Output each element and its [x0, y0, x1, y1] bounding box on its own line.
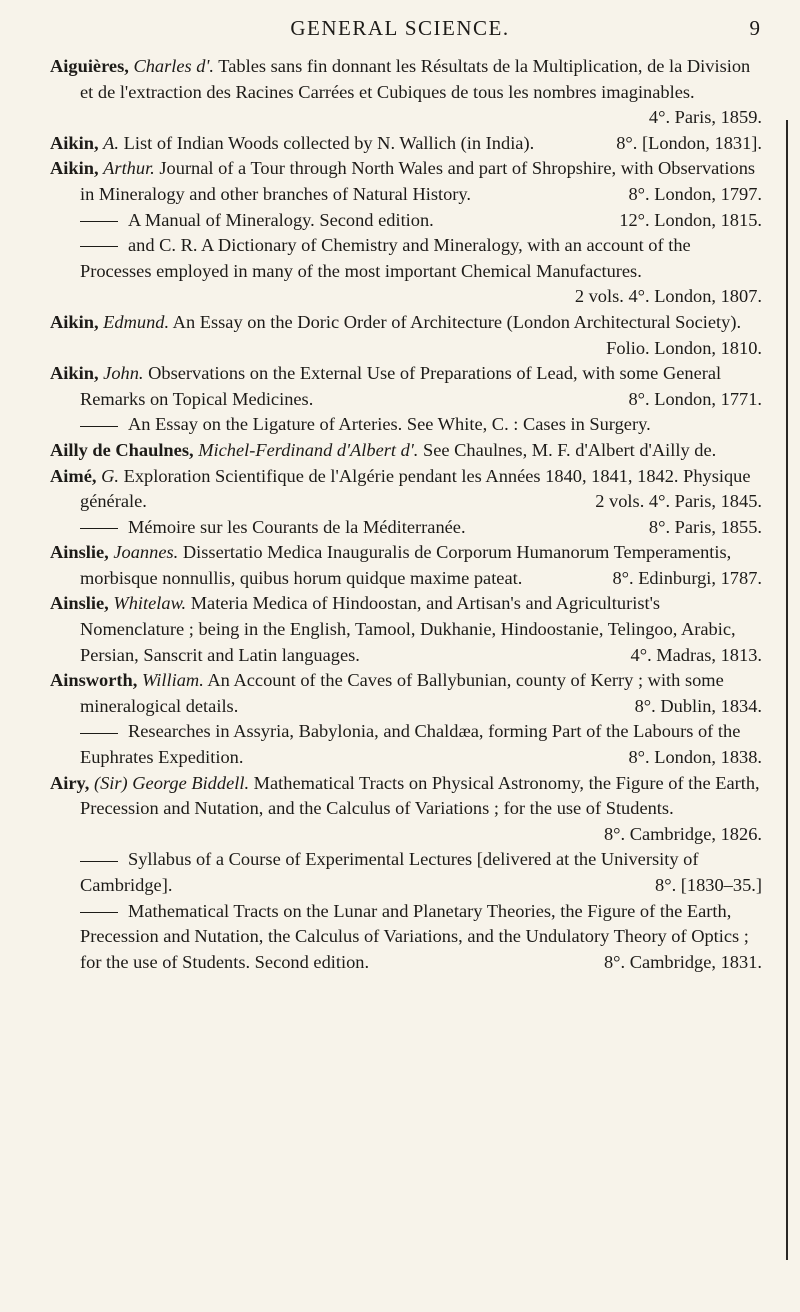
entry-title: A Manual of Mineralogy. Second edition.: [128, 209, 434, 230]
entry-given-name: John.: [103, 363, 144, 384]
entry-given-name: Edmund.: [103, 311, 170, 332]
catalogue-entry: [50, 131, 762, 157]
entry-heading: Aikin,: [50, 132, 99, 153]
entry-heading: Airy,: [50, 772, 90, 793]
ditto-dash: [80, 912, 118, 913]
entry-heading: Aiguières,: [50, 56, 129, 76]
entry-heading: Aimé,: [50, 465, 97, 486]
page-number: 9: [749, 16, 760, 40]
ditto-dash: [80, 528, 118, 529]
entry-given-name: Whitelaw.: [113, 593, 187, 614]
entry-imprint: Folio. London, 1810.: [606, 337, 762, 358]
entry-heading: Aikin,: [50, 158, 99, 179]
entry-imprint: 8°. Cambridge, 1826.: [603, 823, 762, 844]
entry-heading: Ainslie,: [50, 593, 109, 614]
entry-title: Researches in Assyria, Babylonia, and Chaldæa, forming Part of the Labours of the Euphrates Expedition.: [80, 721, 741, 768]
catalogue-entry: [50, 412, 762, 438]
entry-title: Journal of a Tour through North Wales and part of Shropshire, with Observations in Mineralogy and other branches of Natural History.: [80, 158, 756, 204]
entry-title: Mathematical Tracts on the Lunar and Planetary Theories, the Figure of the Earth, Precession and Nutation, the Calculus of Variations, and the Undulatory Theory of Optics ; for the use of Students. Second edition.: [80, 900, 749, 972]
catalogue-entry: [50, 310, 762, 361]
entry-title: An Essay on the Ligature of Arteries. See White, C. : Cases in Surgery.: [128, 414, 651, 435]
catalogue-entry: [50, 591, 762, 668]
entry-given-name: Charles d'.: [133, 56, 215, 76]
entry-title: Observations on the External Use of Preparations of Lead, with some General Remarks on Topical Medicines.: [80, 363, 722, 409]
entry-title: Exploration Scientifique de l'Algérie pendant les Années 1840, 1841, 1842. Physique générale.: [80, 465, 751, 512]
ditto-dash: [80, 246, 118, 247]
entry-imprint: 8°. Paris, 1855.: [648, 516, 762, 537]
ditto-dash: [80, 426, 118, 427]
entry-heading: Aikin,: [50, 311, 99, 332]
entry-heading: Ailly de Chaulnes,: [50, 439, 194, 460]
catalogue-entries: [50, 54, 762, 975]
entry-given-name: Michel-Ferdinand d'Albert d'.: [198, 439, 419, 460]
catalogue-entry: [50, 771, 762, 848]
entry-title: Syllabus of a Course of Experimental Lectures [delivered at the University of Cambridge].: [80, 849, 699, 895]
catalogue-entry: [50, 361, 762, 412]
entry-imprint: 12°. London, 1815.: [619, 209, 762, 230]
entry-imprint: 8°. London, 1797.: [628, 183, 762, 204]
entry-imprint: 8°. Edinburgi, 1787.: [612, 567, 762, 588]
entry-imprint: 2 vols. 4°. London, 1807.: [574, 286, 762, 307]
entry-heading: Ainsworth,: [50, 670, 138, 691]
entry-heading: Aikin,: [50, 363, 99, 384]
catalogue-entry: [50, 54, 762, 131]
entry-given-name: Joannes.: [113, 542, 179, 563]
catalogue-entry: [50, 847, 762, 898]
entry-imprint: 8°. Dublin, 1834.: [634, 695, 762, 716]
entry-given-name: A.: [103, 132, 120, 153]
entry-given-name: Arthur.: [103, 158, 155, 179]
catalogue-entry: [50, 233, 762, 310]
entry-title: List of Indian Woods collected by N. Wallich (in India).: [123, 132, 535, 153]
entry-given-name: (Sir) George Biddell.: [93, 772, 250, 793]
catalogue-entry: [50, 208, 762, 234]
catalogue-entry: [50, 515, 762, 541]
entry-given-name: G.: [101, 465, 119, 486]
entry-title: Mathematical Tracts on Physical Astronomy, the Figure of the Earth, Precession and Nutation, and the Calculus of Variations ; for the use of Students.: [80, 772, 760, 819]
entry-given-name: William.: [141, 670, 204, 691]
entry-heading: Ainslie,: [50, 542, 109, 563]
entry-title: and C. R. A Dictionary of Chemistry and Mineralogy, with an account of the Processes employed in many of the most important Chemical Manufactures.: [80, 235, 691, 281]
catalogue-entry: [50, 438, 762, 464]
running-head: [0, 14, 800, 44]
catalogue-entry: [50, 899, 762, 976]
entry-imprint: 8°. London, 1838.: [628, 747, 762, 768]
entry-title: Mémoire sur les Courants de la Méditerranée.: [128, 516, 466, 537]
entry-imprint: 8°. [London, 1831].: [616, 132, 762, 153]
catalogue-entry: [50, 464, 762, 515]
entry-imprint: 8°. London, 1771.: [628, 388, 762, 409]
entry-title: Tables sans fin donnant les Résultats de la Multiplication, de la Division et de l'extraction des Racines Carrées et Cubiques de tous les nombres imaginables.: [80, 56, 751, 102]
entry-title: Dissertatio Medica Inauguralis de Corporum Humanorum Temperamentis, morbisque nonnullis, quibus horum quidque maxime pateat.: [80, 542, 732, 588]
ditto-dash: [80, 221, 118, 222]
entry-imprint: 4°. Madras, 1813.: [630, 644, 762, 665]
page-edge-rule: [786, 120, 788, 1260]
entry-title: Materia Medica of Hindoostan, and Artisan's and Agriculturist's Nomenclature ; being in the English, Tamool, Dukhanie, Hindoostanie, Telingoo, Arabic, Persian, Sanscrit and Latin languages.: [80, 593, 736, 665]
ditto-dash: [80, 861, 118, 862]
ditto-dash: [80, 733, 118, 734]
catalogue-entry: [50, 719, 762, 770]
running-head-title: GENERAL SCIENCE.: [290, 16, 510, 40]
entry-imprint: 4°. Paris, 1859.: [648, 107, 762, 128]
entry-title: An Account of the Caves of Ballybunian, county of Kerry ; with some mineralogical details.: [80, 670, 724, 716]
entry-title: An Essay on the Doric Order of Architecture (London Architectural Society).: [172, 311, 742, 332]
entry-imprint: 8°. Cambridge, 1831.: [603, 951, 762, 972]
entry-title: See Chaulnes, M. F. d'Albert d'Ailly de.: [422, 439, 717, 460]
entry-imprint: 2 vols. 4°. Paris, 1845.: [595, 491, 762, 512]
catalogue-entry: [50, 540, 762, 591]
catalogue-entry: [50, 668, 762, 719]
catalogue-entry: [50, 156, 762, 207]
entry-imprint: 8°. [1830–35.]: [655, 875, 762, 895]
